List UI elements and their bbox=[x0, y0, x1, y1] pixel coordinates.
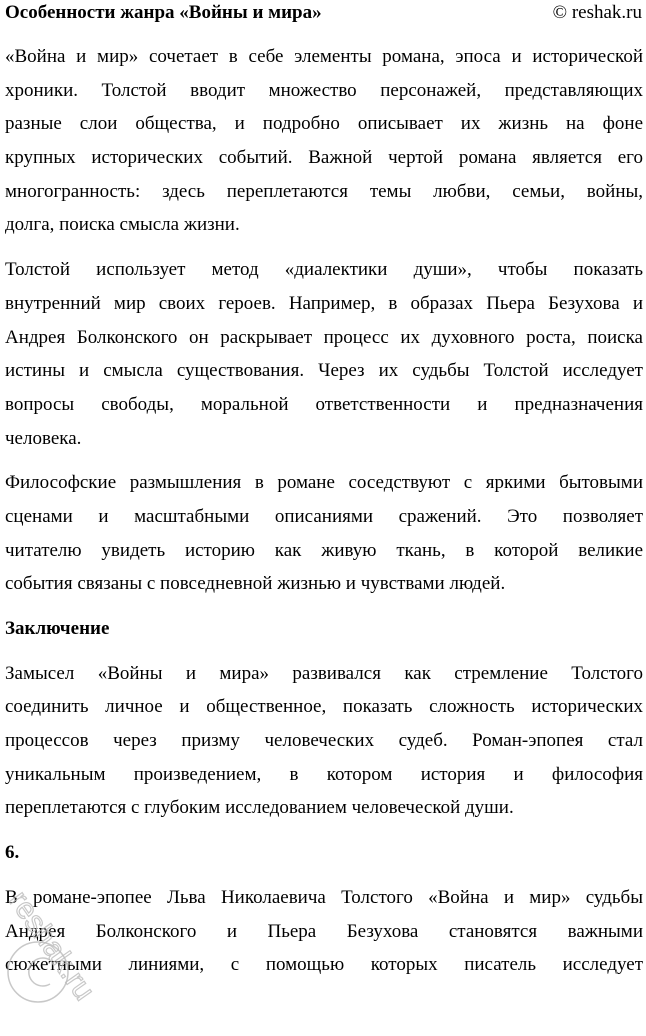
paragraph bbox=[5, 253, 643, 455]
text-line: читателю увидеть историю как живую ткань, в которой великие bbox=[5, 539, 643, 561]
document-body bbox=[5, 40, 643, 993]
paragraph bbox=[5, 40, 643, 242]
text-line: Философские размышления в романе соседствуют с яркими бытовыми bbox=[5, 472, 643, 494]
text-line: Андрея Болконского и Пьера Безухова становятся важными bbox=[5, 920, 643, 942]
text-line: истины и смысла существования. Через их судьбы Толстой исследует bbox=[5, 360, 643, 382]
section-heading: 6. bbox=[5, 842, 20, 864]
text-line: многогранность: здесь переплетаются темы любви, семьи, войны, bbox=[5, 180, 643, 202]
copyright-label: © reshak.ru bbox=[552, 2, 642, 23]
watermark-text: reshak.ru bbox=[2, 885, 102, 1007]
paragraph bbox=[5, 466, 643, 601]
text-line: долга, поиска смысла жизни. bbox=[5, 214, 240, 236]
paragraph bbox=[5, 657, 643, 825]
section-heading: Заключение bbox=[5, 618, 110, 639]
text-line: разные слои общества, и подробно описывает их жизнь на фоне bbox=[5, 113, 643, 135]
section-title: Особенности жанра «Войны и мира» bbox=[5, 2, 322, 23]
text-line: соединить личное и общественное, показать сложность исторических bbox=[5, 696, 643, 718]
text-line: сценами и масштабными описаниями сражений. Это позволяет bbox=[5, 505, 643, 527]
text-line: «Война и мир» сочетает в себе элементы романа, эпоса и исторической bbox=[5, 46, 643, 67]
text-line: человека. bbox=[5, 427, 82, 449]
text-line: Замысел «Войны и мира» развивался как стремление Толстого bbox=[5, 662, 643, 684]
text-line: хроники. Толстой вводит множество персонажей, представляющих bbox=[5, 79, 643, 101]
text-line: крупных исторических событий. Важной чертой романа является его bbox=[5, 147, 643, 169]
text-line: сюжетными линиями, с помощью которых писатель исследует bbox=[5, 954, 643, 976]
text-line: Андрея Болконского он раскрывает процесс их духовного роста, поиска bbox=[5, 326, 643, 348]
text-line: внутренний мир своих героев. Например, в образах Пьера Безухова и bbox=[5, 292, 643, 314]
text-line: В романе-эпопее Льва Николаевича Толстого «Война и мир» судьбы bbox=[5, 886, 643, 908]
text-line: вопросы свободы, моральной ответственности и предназначения bbox=[5, 393, 643, 415]
text-line: процессов через призму человеческих судеб. Роман-эпопея стал bbox=[5, 730, 643, 752]
text-line: переплетаются с глубоким исследованием человеческой души. bbox=[5, 797, 514, 819]
text-line: события связаны с повседневной жизнью и чувствами людей. bbox=[5, 573, 506, 595]
text-line: уникальным произведением, в котором история и философия bbox=[5, 763, 643, 785]
text-line: Толстой использует метод «диалектики души», чтобы показать bbox=[5, 259, 643, 281]
page-header bbox=[5, 0, 642, 26]
paragraph bbox=[5, 881, 643, 982]
